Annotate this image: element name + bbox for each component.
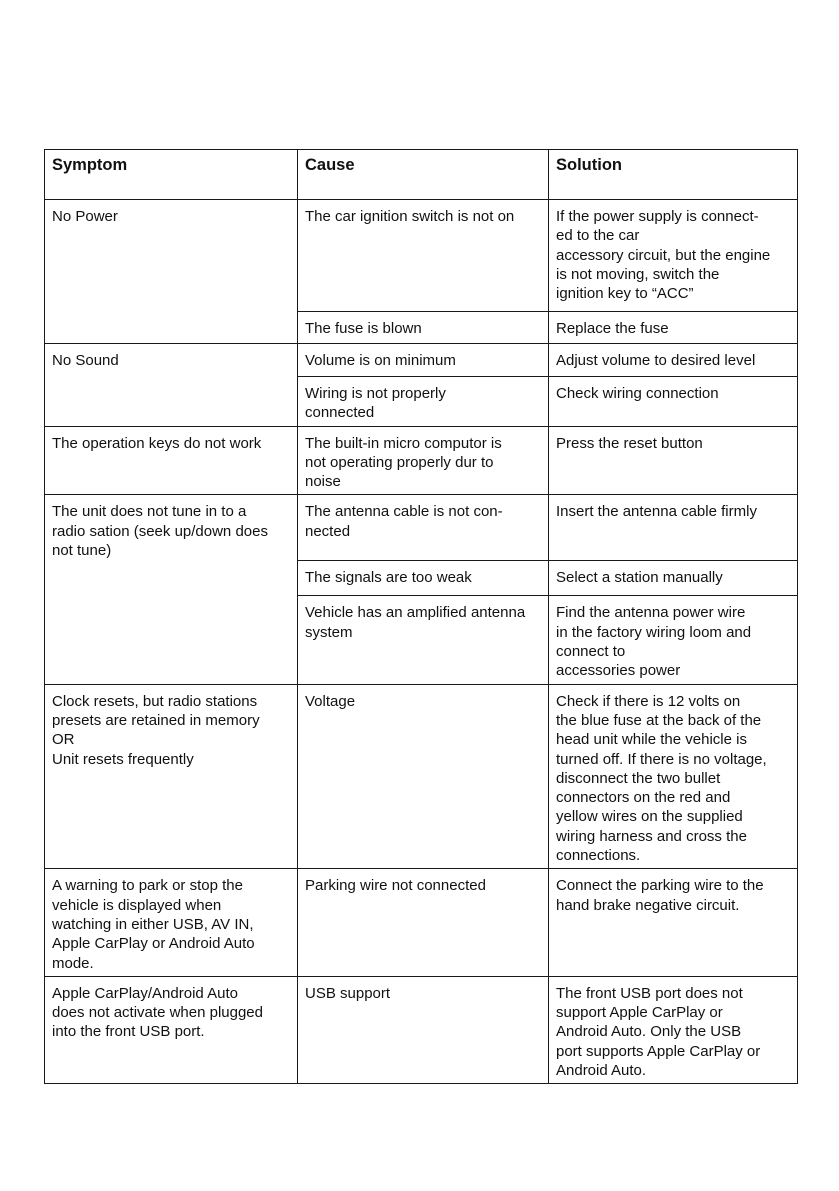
header-symptom: Symptom xyxy=(45,150,298,200)
cause-cell: The antenna cable is not con- nected xyxy=(298,495,549,561)
solution-cell: Check wiring connection xyxy=(549,377,798,427)
solution-cell: Find the antenna power wire in the factory wiring loom and connect to accessories power xyxy=(549,596,798,684)
symptom-cell: A warning to park or stop the vehicle is displayed when watching in either USB, AV IN, Apple CarPlay or Android Auto mode. xyxy=(45,869,298,976)
symptom-cell: The operation keys do not work xyxy=(45,426,298,495)
table-row xyxy=(45,869,798,976)
cause-cell: Vehicle has an amplified antenna system xyxy=(298,596,549,684)
solution-cell: If the power supply is connect- ed to the car accessory circuit, but the engine is not moving, switch the ignition key to “ACC” xyxy=(549,200,798,312)
table-row xyxy=(45,684,798,869)
table-row xyxy=(45,495,798,561)
cause-cell: Volume is on minimum xyxy=(298,344,549,377)
troubleshooting-table xyxy=(44,149,798,1084)
cause-cell: The fuse is blown xyxy=(298,312,549,344)
table-row xyxy=(45,426,798,495)
cause-cell: Parking wire not connected xyxy=(298,869,549,976)
solution-cell: Connect the parking wire to the hand brake negative circuit. xyxy=(549,869,798,976)
table-row xyxy=(45,344,798,377)
table-row xyxy=(45,200,798,312)
solution-cell: The front USB port does not support Apple CarPlay or Android Auto. Only the USB port supports Apple CarPlay or Android Auto. xyxy=(549,976,798,1083)
table-row xyxy=(45,976,798,1083)
symptom-cell: Apple CarPlay/Android Auto does not activate when plugged into the front USB port. xyxy=(45,976,298,1083)
solution-cell: Select a station manually xyxy=(549,561,798,596)
cause-cell: Voltage xyxy=(298,684,549,869)
symptom-cell: Clock resets, but radio stations presets are retained in memory OR Unit resets frequently xyxy=(45,684,298,869)
symptom-cell: No Power xyxy=(45,200,298,344)
header-solution: Solution xyxy=(549,150,798,200)
solution-cell: Press the reset button xyxy=(549,426,798,495)
symptom-cell: No Sound xyxy=(45,344,298,427)
cause-cell: Wiring is not properly connected xyxy=(298,377,549,427)
solution-cell: Check if there is 12 volts on the blue fuse at the back of the head unit while the vehicle is turned off. If there is no voltage, disconnect the two bullet connectors on the red and yellow wires on the supplied wiring harness and cross the connections. xyxy=(549,684,798,869)
solution-cell: Insert the antenna cable firmly xyxy=(549,495,798,561)
cause-cell: The signals are too weak xyxy=(298,561,549,596)
cause-cell: USB support xyxy=(298,976,549,1083)
header-cause: Cause xyxy=(298,150,549,200)
cause-cell: The built-in micro computor is not operating properly dur to noise xyxy=(298,426,549,495)
header-row xyxy=(45,150,798,200)
solution-cell: Adjust volume to desired level xyxy=(549,344,798,377)
cause-cell: The car ignition switch is not on xyxy=(298,200,549,312)
symptom-cell: The unit does not tune in to a radio sation (seek up/down does not tune) xyxy=(45,495,298,684)
solution-cell: Replace the fuse xyxy=(549,312,798,344)
